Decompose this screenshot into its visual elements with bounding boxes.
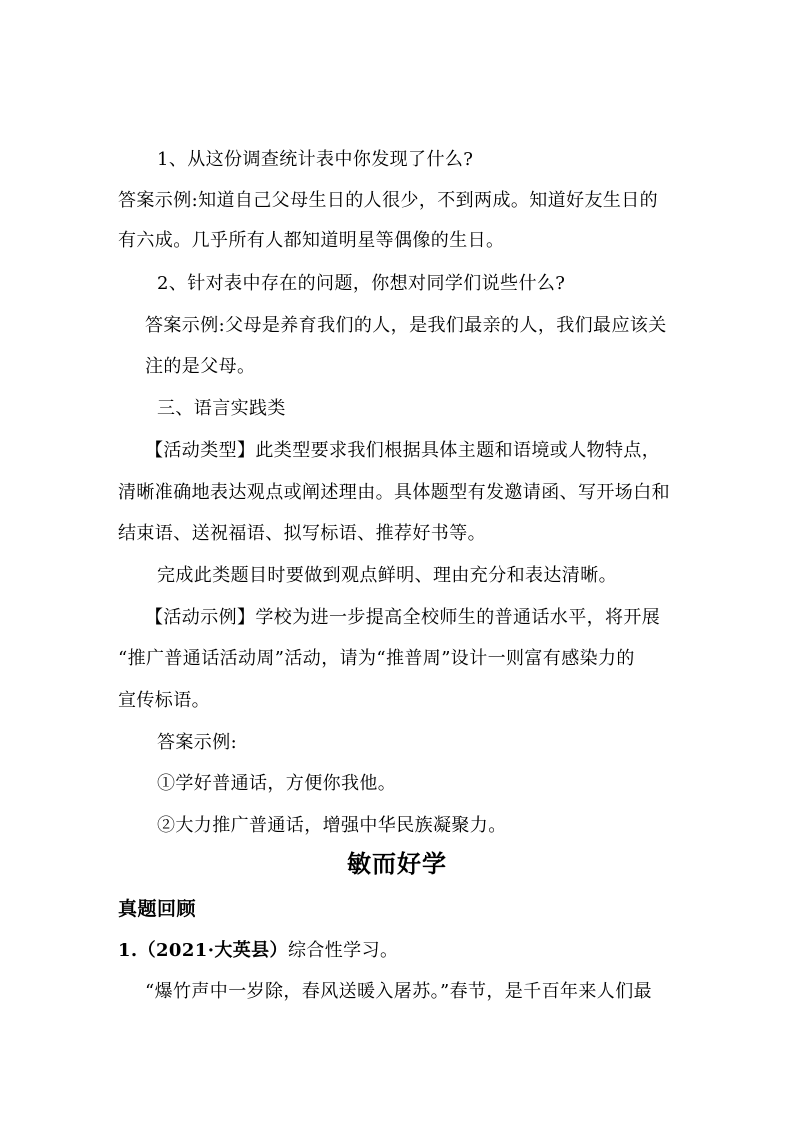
answer-2-line-2: 注的是父母。 — [145, 356, 256, 377]
answer-2-line-1: 答案示例:父母是养育我们的人，是我们最亲的人，我们最应该关 — [145, 315, 667, 336]
answer-1-line-2: 有六成。几乎所有人都知道明星等偶像的生日。 — [118, 230, 505, 251]
activity-type-line-3: 结束语、送祝福语、拟写标语、推荐好书等。 — [118, 523, 486, 544]
activity-type-line-1: 【活动类型】此类型要求我们根据具体主题和语境或人物特点， — [145, 440, 661, 461]
question-body-line-1: “爆竹声中一岁除，春风送暖入屠苏。”春节，是千百年来人们最 — [145, 981, 653, 1002]
question-2-prompt: 2、针对表中存在的问题，你想对同学们说些什么? — [157, 273, 566, 294]
answer-1-line-1: 答案示例:知道自己父母生日的人很少，不到两成。知道好友生日的 — [118, 190, 659, 211]
question-1-prompt: 1、从这份调查统计表中你发现了什么? — [157, 149, 474, 170]
slogan-1: ①学好普通话，方便你我他。 — [157, 773, 397, 794]
answer-example-label: 答案示例: — [157, 732, 238, 753]
question-source: （2021·大英县） — [137, 940, 288, 961]
section-heading: 真题回顾 — [118, 898, 197, 920]
activity-example-line-2: “推广普通话活动周”活动，请为“推普周”设计一则富有感染力的 — [118, 648, 635, 669]
section-title: 敏而好学 — [347, 850, 447, 878]
completion-tip: 完成此类题目时要做到观点鲜明、理由充分和表达清晰。 — [157, 565, 617, 586]
activity-type-line-2: 清晰准确地表达观点或阐述理由。具体题型有发邀请函、写开场白和 — [118, 482, 670, 503]
question-number: 1. — [118, 940, 138, 961]
slogan-2: ②大力推广普通话，增强中华民族凝聚力。 — [157, 815, 507, 836]
activity-example-line-3: 宣传标语。 — [118, 690, 210, 711]
activity-example-line-1: 【活动示例】学校为进一步提高全校师生的普通话水平，将开展 — [145, 607, 661, 628]
question-topic: 综合性学习。 — [287, 940, 399, 961]
question-line — [118, 939, 398, 963]
category-heading: 三、语言实践类 — [157, 398, 286, 419]
